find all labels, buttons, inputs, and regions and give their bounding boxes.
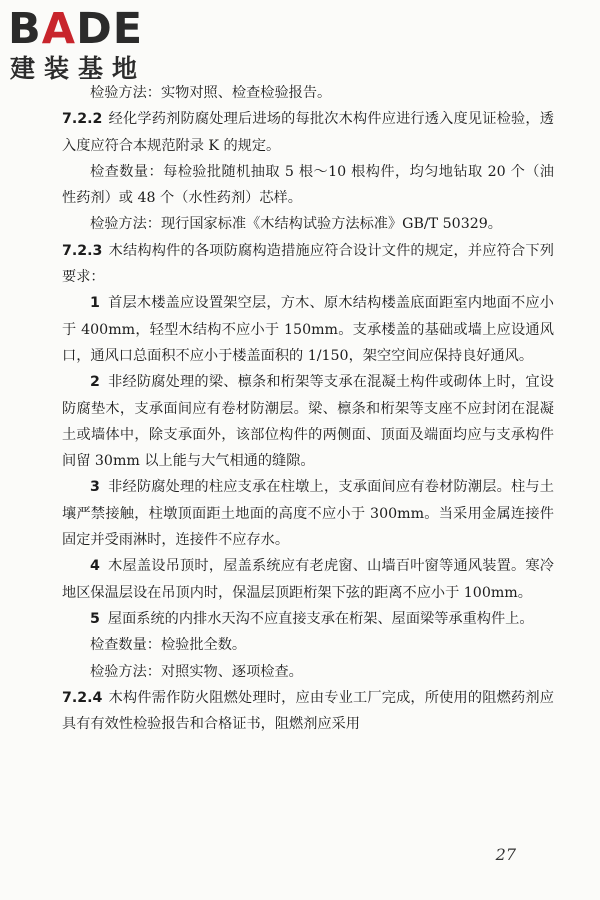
clause-text: 木结构构件的各项防腐构造措施应符合设计文件的规定，并应符合下列要求： <box>62 242 554 286</box>
clause-number: 7.2.3 <box>62 242 103 259</box>
clause-7-2-4 <box>62 685 554 738</box>
logo-wordmark <box>8 6 143 52</box>
item-number: 2 <box>90 374 100 391</box>
logo-letter-b: B <box>8 4 42 54</box>
list-item <box>62 290 554 369</box>
clause-text: 经化学药剂防腐处理后进场的每批次木构件应进行透入度见证检验，透入度应符合本规范附录 K 的规定。 <box>62 111 554 154</box>
clause-number: 7.2.4 <box>62 689 103 706</box>
inspection-quantity-line: 检查数量：检验批全数。 <box>90 637 247 654</box>
list-item <box>62 606 554 632</box>
logo-subtitle: 建装基地 <box>10 54 147 83</box>
page-number: 27 <box>495 845 516 864</box>
item-text: 首层木楼盖应设置架空层，方木、原木结构楼盖底面距室内地面不应小于 400mm，轻型木结构不应小于 150mm。支承楼盖的基础或墙上应设通风口，通风口总面积不应小于楼盖面积的 1/150，架空空间应保持良好通风。 <box>62 295 554 364</box>
item-number: 3 <box>90 479 100 496</box>
item-number: 4 <box>90 558 100 575</box>
clause-7-2-2 <box>62 106 554 159</box>
item-text: 木屋盖设吊顶时，屋盖系统应有老虎窗、山墙百叶窗等通风装置。寒冷地区保温层设在吊顶内时，保温层顶距桁架下弦的距离不应小于 100mm。 <box>62 558 554 601</box>
item-text: 屋面系统的内排水天沟不应直接支承在桁架、屋面梁等承重构件上。 <box>107 610 534 627</box>
item-number: 5 <box>90 610 100 627</box>
item-text: 非经防腐处理的柱应支承在柱墩上，支承面间应有卷材防潮层。柱与土壤严禁接触，柱墩顶面距土地面的高度不应小于 300mm。当采用金属连接件固定并受雨淋时，连接件不应存水。 <box>62 479 554 549</box>
clause-text: 木构件需作防火阻燃处理时，应由专业工厂完成，所使用的阻燃药剂应具有有效性检验报告和合格证书，阻燃剂应采用 <box>62 689 554 733</box>
list-item <box>62 369 554 474</box>
item-number: 1 <box>90 295 100 312</box>
inspection-method-line: 检验方法：实物对照、检查检验报告。 <box>90 85 332 101</box>
logo-letters-de: DE <box>76 4 144 54</box>
document-body <box>62 80 554 737</box>
inspection-method-line: 检验方法：现行国家标准《木结构试验方法标准》GB/T 50329。 <box>90 216 502 233</box>
clause-number: 7.2.2 <box>62 111 103 128</box>
list-item <box>62 474 554 553</box>
logo-letter-a-accent: A <box>41 4 77 54</box>
list-item <box>62 553 554 606</box>
clause-7-2-3 <box>62 238 554 291</box>
inspection-quantity-line: 检查数量：每检验批随机抽取 5 根～10 根构件，均匀地钻取 20 个（油性药剂）或 48 个（水性药剂）芯样。 <box>62 163 554 207</box>
inspection-method-line: 检验方法：对照实物、逐项检查。 <box>90 663 303 680</box>
bade-logo <box>8 6 178 90</box>
item-text: 非经防腐处理的梁、檩条和桁架等支承在混凝土构件或砌体上时，宜设防腐垫木，支承面间应有卷材防潮层。梁、檩条和桁架等支座不应封闭在混凝土或墙体中，除支承面外，该部位构件的两侧面、顶面及端面均应与支承构件间留 30mm 以上能与大气相通的缝隙。 <box>62 374 554 470</box>
